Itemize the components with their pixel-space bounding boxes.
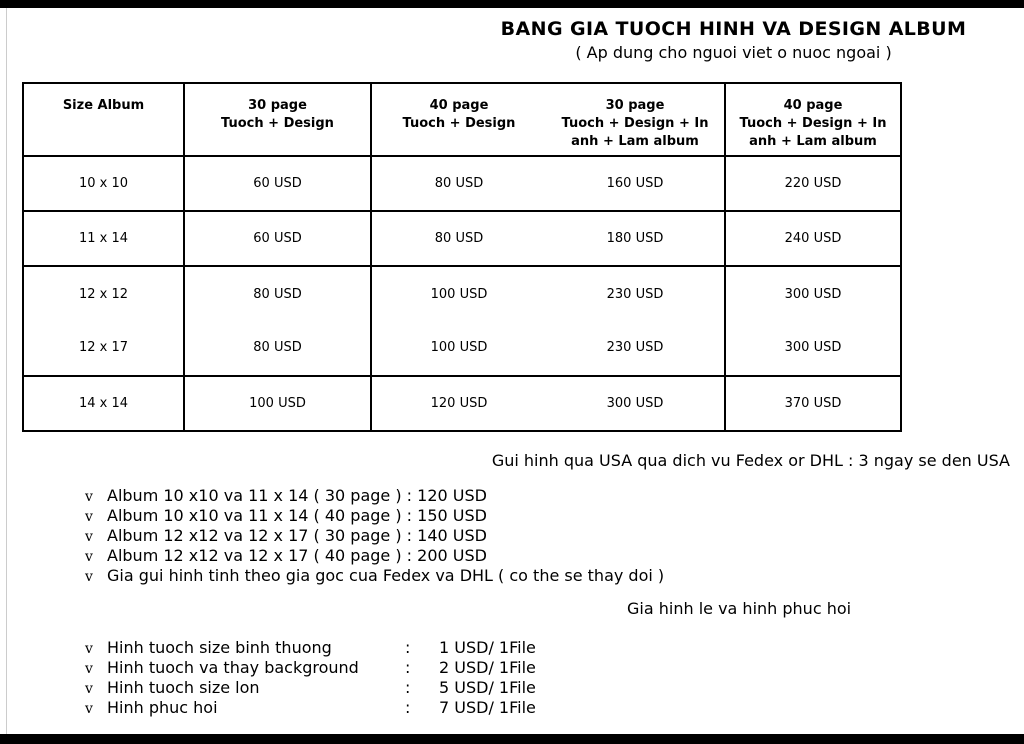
list-item-value: 5 USD/ 1File: [439, 678, 536, 697]
cell-price: 120 USD: [371, 376, 546, 431]
list-item-text: Album 12 x12 va 12 x 17 ( 40 page ) : 200 USD: [107, 546, 487, 565]
list-item: [85, 486, 664, 506]
price-table: [22, 82, 902, 432]
cell-price: 240 USD: [725, 211, 901, 266]
list-item-separator: :: [405, 678, 411, 697]
bullet-icon: v: [85, 701, 93, 717]
list-item-label: Hinh tuoch va thay background: [107, 658, 359, 677]
list-item: [85, 546, 664, 566]
document-header: [455, 18, 1012, 62]
page-left-edge-line: [6, 8, 7, 734]
list-item: [85, 698, 536, 718]
list-item-text: Album 10 x10 va 11 x 14 ( 40 page ) : 150 USD: [107, 506, 487, 525]
cell-price: 80 USD: [371, 211, 546, 266]
cell-price: 180 USD: [546, 211, 725, 266]
header-cell-size-album: Size Album: [23, 83, 184, 156]
bottom-black-bar: [0, 734, 1024, 744]
header-cell-40page-design: 40 page Tuoch + Design: [371, 83, 546, 156]
table-row-11x14: [23, 211, 901, 266]
bullet-icon: v: [85, 641, 93, 657]
cell-price: 60 USD: [184, 156, 371, 211]
cell-price: 80 USD: [371, 156, 546, 211]
list-item-separator: :: [405, 658, 411, 677]
list-item-value: 7 USD/ 1File: [439, 698, 536, 717]
cell-price: 300 USD: [546, 376, 725, 431]
top-black-bar: [0, 0, 1024, 8]
table-row-10x10: [23, 156, 901, 211]
page-title: BANG GIA TUOCH HINH VA DESIGN ALBUM: [500, 18, 967, 40]
header-cell-40page-full: 40 page Tuoch + Design + In anh + Lam album: [725, 83, 901, 156]
list-item: [85, 526, 664, 546]
bullet-icon: v: [85, 661, 93, 677]
list-item-separator: :: [405, 638, 411, 657]
cell-price: 230 USD 230 USD: [546, 266, 725, 376]
list-item: [85, 678, 536, 698]
list-item: [85, 566, 664, 586]
list-item: [85, 658, 536, 678]
list-item-value: 2 USD/ 1File: [439, 658, 536, 677]
bullet-icon: v: [85, 529, 93, 545]
cell-price: 370 USD: [725, 376, 901, 431]
album-shipping-price-list: [85, 486, 664, 586]
list-item-label: Hinh tuoch size lon: [107, 678, 260, 697]
cell-price: 160 USD: [546, 156, 725, 211]
page-subtitle: ( Ap dung cho nguoi viet o nuoc ngoai ): [575, 43, 892, 62]
header-cell-30page-design: 30 page Tuoch + Design: [184, 83, 371, 156]
list-item-label: Hinh tuoch size binh thuong: [107, 638, 332, 657]
retouch-price-list: [85, 638, 536, 718]
cell-price: 80 USD 80 USD: [184, 266, 371, 376]
cell-size: 11 x 14: [23, 211, 184, 266]
cell-price: 300 USD 300 USD: [725, 266, 901, 376]
list-item-label: Hinh phuc hoi: [107, 698, 218, 717]
table-row-12x12-12x17: [23, 266, 901, 376]
list-item-text: Album 12 x12 va 12 x 17 ( 30 page ) : 140 USD: [107, 526, 487, 545]
table-header-row: [23, 83, 901, 156]
retouch-section-heading: Gia hinh le va hinh phuc hoi: [627, 599, 852, 618]
bullet-icon: v: [85, 681, 93, 697]
bullet-icon: v: [85, 569, 93, 585]
bullet-icon: v: [85, 489, 93, 505]
cell-price: 100 USD: [184, 376, 371, 431]
cell-size: 14 x 14: [23, 376, 184, 431]
cell-size: 10 x 10: [23, 156, 184, 211]
cell-price: 60 USD: [184, 211, 371, 266]
shipping-note: Gui hinh qua USA qua dich vu Fedex or DHL : 3 ngay se den USA: [491, 451, 1010, 470]
cell-size: 12 x 12 12 x 17: [23, 266, 184, 376]
list-item-text: Album 10 x10 va 11 x 14 ( 30 page ) : 120 USD: [107, 486, 487, 505]
list-item-value: 1 USD/ 1File: [439, 638, 536, 657]
list-item: [85, 506, 664, 526]
bullet-icon: v: [85, 509, 93, 525]
cell-price: 220 USD: [725, 156, 901, 211]
list-item: [85, 638, 536, 658]
table-row-14x14: [23, 376, 901, 431]
list-item-separator: :: [405, 698, 411, 717]
header-cell-30page-full: 30 page Tuoch + Design + In anh + Lam album: [546, 83, 725, 156]
cell-price: 100 USD 100 USD: [371, 266, 546, 376]
bullet-icon: v: [85, 549, 93, 565]
list-item-text: Gia gui hinh tinh theo gia goc cua Fedex va DHL ( co the se thay doi ): [107, 566, 665, 585]
